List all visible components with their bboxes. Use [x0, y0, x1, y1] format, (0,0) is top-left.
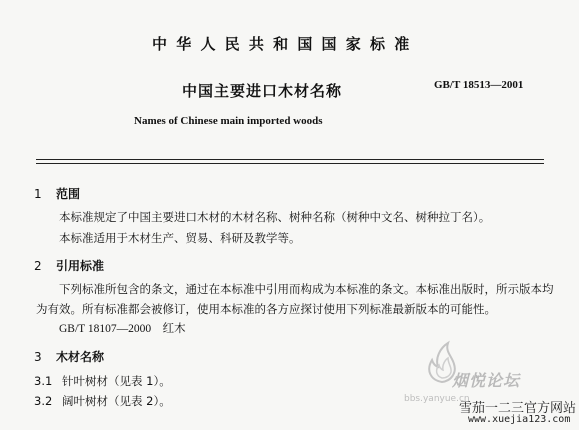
forum-watermark: 烟悦论坛: [452, 371, 521, 390]
section-heading: 2 引用标准: [34, 259, 105, 273]
site-watermark: 雪茄一二三官方网站: [459, 401, 577, 416]
section-heading: 1 范围: [34, 187, 81, 201]
document-title: 中国主要进口木材名称: [182, 82, 343, 100]
subsection-item: 3.1 针叶树材（见表 1）。: [34, 374, 171, 388]
section-heading: 3 木材名称: [34, 350, 105, 364]
paragraph: 下列标准所包含的条文，通过在本标准中引用而构成为本标准的条文。本标准出版时，所示版本均: [59, 282, 554, 296]
header-divider: [36, 163, 544, 164]
standard-number: GB/T 18513—2001: [434, 79, 524, 91]
subsection-item: 3.2 阔叶树材（见表 2）。: [34, 394, 171, 408]
forum-url-watermark: bbs.yanyue.cn: [404, 394, 470, 404]
english-title: Names of Chinese main imported woods: [134, 115, 323, 127]
paragraph: 为有效。所有标准都会被修订，使用本标准的各方应探讨使用下列标准最新版本的可能性。: [36, 302, 496, 316]
normative-reference: GB/T 18107—2000 红木: [59, 323, 186, 335]
paragraph: 本标准适用于木材生产、贸易、科研及教学等。: [59, 231, 301, 245]
header-divider: [36, 159, 544, 160]
paragraph: 本标准规定了中国主要进口木材的木材名称、树种名称（树种中文名、树种拉丁名）。: [59, 210, 491, 224]
issuing-body: 中 华 人 民 共 和 国 国 家 标 准: [152, 35, 412, 53]
site-url-watermark: www.xuejia123.com: [468, 414, 571, 425]
